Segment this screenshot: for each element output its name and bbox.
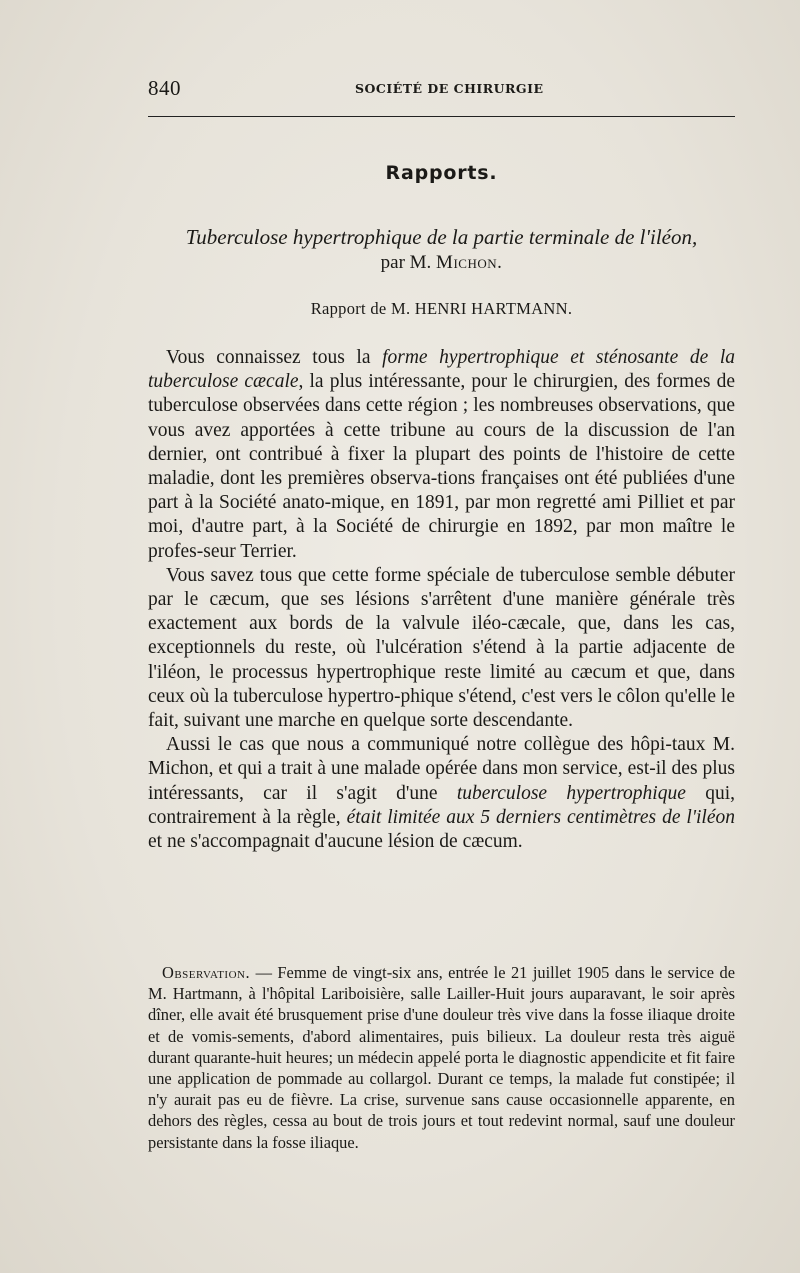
paragraph-3 <box>148 733 735 854</box>
byline-author: Michon. <box>436 252 503 273</box>
observation-paragraph <box>148 962 735 1153</box>
article-byline <box>148 250 735 276</box>
page-header <box>148 76 735 102</box>
paragraph-1-italic: forme hypertrophique et sténosante de la tuberculose cæcale <box>148 347 736 393</box>
paragraph-3-text-a: Aussi le cas que nous a communiqué notre collègue des hôpi-taux M. Michon, et qui a trait à une malade opérée dans mon service, est-il des plus intéressants, car il s'agit d'une <box>148 734 735 804</box>
page-number: 840 <box>148 76 181 100</box>
header-rule <box>148 116 735 117</box>
observation-text: — Femme de vingt-six ans, entrée le 21 juillet 1905 dans le service de M. Hartmann, à l'hôpital Lariboisière, salle Lailler-Huit jours auparavant, le soir après dîner, elle avait été brusquement prise d'une douleur très vive dans la fosse iliaque droite et de vomis-sements, d'abord alimentaires, puis bilieux. La douleur resta très aiguë durant quarante-huit heures; un médecin appelé porta le diagnostic appendicite et fit faire une application de pommade au collargol. Durant ce temps, la malade fut constipée; il n'y aurait pas eu de fièvre. La crise, survenue sans cause occasionnelle apparente, en dehors des règles, cessa au bout de trois jours et tout redevint normal, sauf une douleur persistante dans la fosse iliaque. <box>148 963 735 1152</box>
paragraph-3-italic-b: était limitée aux 5 derniers centimètres de l'iléon <box>346 806 736 828</box>
paragraph-3-text-c: et ne s'accompagnait d'aucune lésion de cæcum. <box>148 831 523 853</box>
report-body <box>148 346 735 854</box>
paragraph-1 <box>148 346 735 564</box>
article-title: Tuberculose hypertrophique de la partie terminale de l'iléon, <box>185 225 698 249</box>
section-title: Rapports. <box>385 162 498 184</box>
observation-label: Observation. <box>162 963 251 982</box>
paragraph-3-text-b: qui, contrairement à la règle, <box>148 782 735 828</box>
paragraph-1-text-a: Vous connaissez tous la <box>166 347 383 368</box>
paragraph-1-text-b: , la plus intéressante, pour le chirurgien, des formes de tuberculose observées dans cette région ; les nombreuses observations, que vous avez apportées à cette tribune au cours de la discussion de l'an dernier, ont contribué à fixer la plupart des points de l'histoire de cette maladie, dont les premières observa-tions françaises ont été publiées d'une part à la Société anato-mique, en 1891, par mon regretté ami Pilliet et par moi, d'autre part, à la Société de chirurgie en 1892, par mon maître le profes-seur Terrier. <box>148 371 735 562</box>
reporter-line: Rapport de M. HENRI HARTMANN. <box>310 299 573 318</box>
paragraph-3-italic-a: tuberculose hypertrophique <box>456 782 686 804</box>
paragraph-2: Vous savez tous que cette forme spéciale de tuberculose semble débuter par le cæcum, que ses lésions s'arrêtent d'une manière générale très exactement aux bords de la valvule iléo-cæcale, que, dans les cas, exceptionnels du reste, où l'ulcération s'étend à la partie adjacente de l'iléon, le processus hypertrophique reste limité au cæcum et que, dans ceux où la tuberculose hypertro-phique s'étend, c'est vers le côlon qu'elle le fait, suivant une marche en quelque sorte descendante. <box>148 564 735 732</box>
byline-prefix: par M. <box>380 252 432 273</box>
running-head: SOCIÉTÉ DE CHIRURGIE <box>355 81 544 96</box>
observation-block <box>148 962 735 1153</box>
